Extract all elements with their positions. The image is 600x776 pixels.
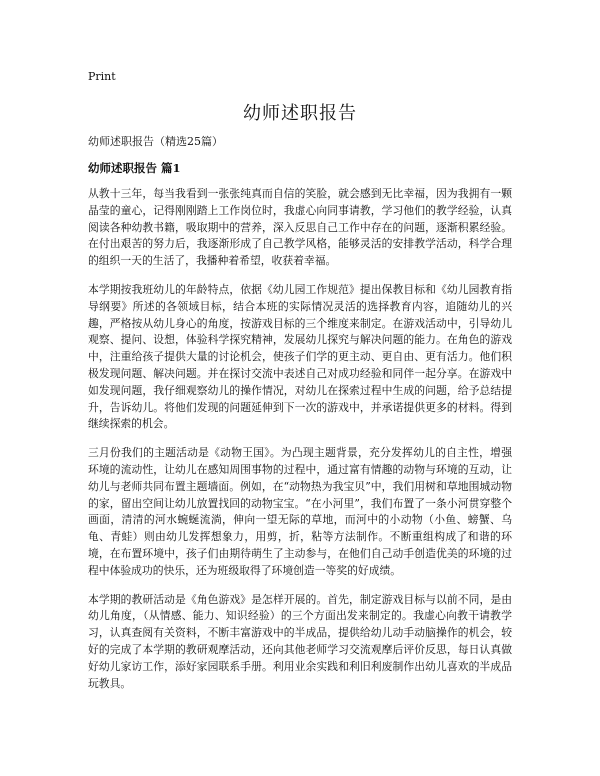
section-heading: 幼师述职报告 篇1 <box>88 161 181 175</box>
paragraph-3: 三月份我们的主题活动是《动物王国》。为凸现主题背景，充分发挥幼儿的自主性，增强环境的流动性，让幼儿在感知周围事物的过程中，通过富有情趣的动物与环境的互动，让幼儿与老师共同布置主题墙面。例如，在“动物热为我宝贝”中，我们用树和草地围城动物的家，留出空间让幼儿放置找回的动物宝宝。“在小河里”，我们布置了一条小河贯穿整个画面，清清的河水蜿蜒流淌，伸向一望无际的草地，而河中的小动物（小鱼、螃蟹、乌龟、青蛙）则由幼儿发挥想象力，用剪，折，粘等方法制作。不断重组构成了和谐的环境，在布置环境中，孩子们由期待萌生了主动参与，在他们自己动手创造优美的环境的过程中体验成功的快乐，还为班级取得了环境创造一等奖的好成绩。 <box>88 446 512 577</box>
print-link[interactable]: Print <box>88 70 116 83</box>
document-title: 幼师述职报告 <box>243 103 357 124</box>
paragraph-2: 本学期按我班幼儿的年龄特点，依据《幼儿园工作规范》提出保教目标和《幼儿园教育指导纲要》所述的各领域目标，结合本班的实际情况灵活的选择教育内容，追随幼儿的兴趣，严格按从幼儿身心的角度，按游戏目标的三个维度来制定。在游戏活动中，引导幼儿观察、提问、设想，体验科学探究精神，发展幼儿探究与解决问题的能力。在角色的游戏中，注重给孩子提供大量的讨论机会，使孩子们学的更主动、更自由、更有活力。他们积极发现问题、解决问题。并在探讨交流中表述自己对成功经验和同伴一起分享。在游戏中如发现问题，我仔细观察幼儿的操作情况，对幼儿在探索过程中生成的问题，给予总结提升，告诉幼儿。将他们发现的问题延伸到下一次的游戏中，并承诺提供更多的材料。得到继续探索的机会。 <box>88 282 512 431</box>
document-subtitle: 幼师述职报告（精选25篇） <box>88 135 223 148</box>
paragraph-1: 从教十三年，每当我看到一张张纯真而自信的笑脸，就会感到无比幸福，因为我拥有一颗晶莹的童心，记得刚刚踏上工作岗位时，我虚心向同事请教，学习他们的教学经验，认真阅读各种幼教书籍，吸取期中的营养，深入反思自己工作中存在的问题，逐渐积累经验。在付出艰苦的努力后，我逐渐形成了自己教学风格，能够灵活的安排教学活动，科学合理的组织一天的生活了，我播种着希望，收获着幸福。 <box>88 187 512 268</box>
paragraph-4: 本学期的教研活动是《角色游戏》是怎样开展的。首先，制定游戏目标与以前不同，是由幼儿角度，（从情感、能力、知识经验）的三个方面出发来制定的。我虚心向教干请教学习，认真查阅有关资料，不断丰富游戏中的半成品，提供给幼儿动手动脑操作的机会，较好的完成了本学期的教研观摩活动，还向其他老师学习交流观摩后评价反思，每日认真做好幼儿家访工作，添好家园联系手册。利用业余实践和利旧利废制作出幼儿喜欢的半成品玩教具。 <box>88 592 512 690</box>
body-text <box>88 186 512 704</box>
